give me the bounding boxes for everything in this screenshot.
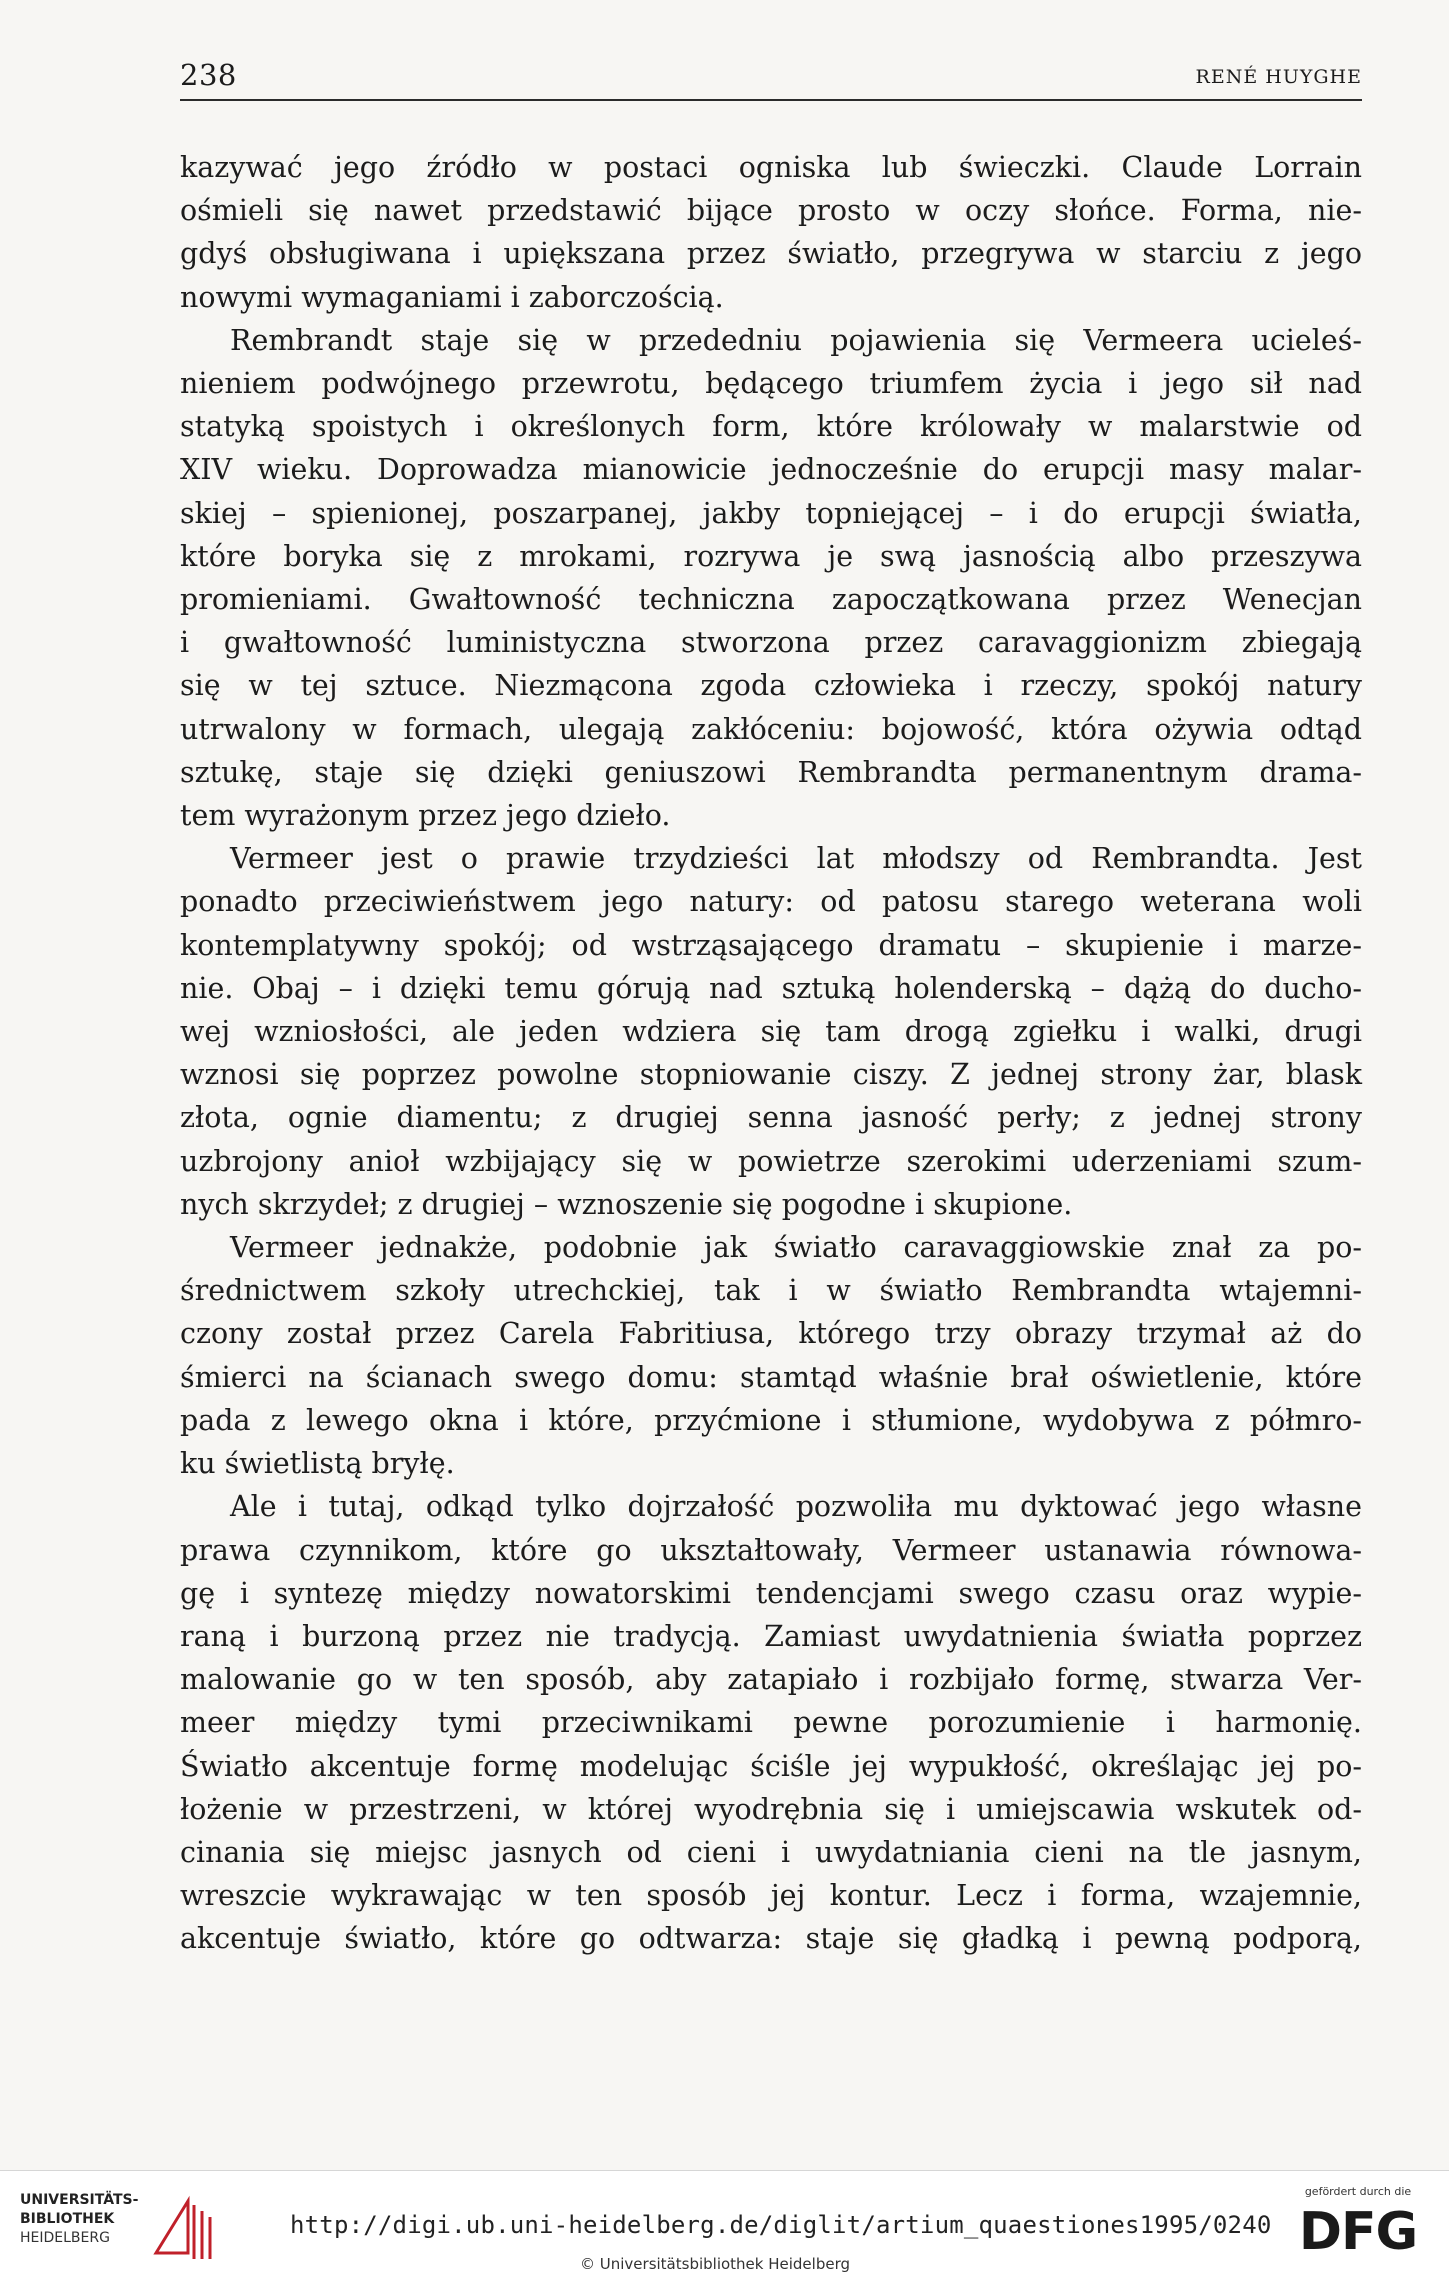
text-line: Ale i tutaj, odkąd tylko dojrzałość pozwoliła mu dyktować jego własne: [230, 1490, 1362, 1524]
text-line: Rembrandt staje się w przededniu pojawienia się Vermeera ucieleś-: [230, 323, 1362, 357]
library-name-line3: HEIDELBERG: [20, 2230, 110, 2246]
library-name-line2: BIBLIOTHEK: [20, 2211, 115, 2227]
text-line: prawa czynnikom, które go ukształtowały, Vermeer ustanawia równowa-: [180, 1533, 1362, 1567]
text-line: promieniami. Gwałtowność techniczna zapoczątkowana przez Wenecjan: [180, 583, 1362, 617]
text-line: gdyś obsługiwana i upiększana przez światło, przegrywa w starciu z jego: [180, 237, 1362, 271]
text-line: Vermeer jednakże, podobnie jak światło caravaggiowskie znał za po-: [230, 1231, 1362, 1265]
text-line: średnictwem szkoły utrechckiej, tak i w światło Rembrandta wtajemni-: [180, 1274, 1362, 1308]
text-line: ponadto przeciwieństwem jego natury: od patosu starego weterana woli: [180, 885, 1362, 919]
text-line: śmierci na ścianach swego domu: stamtąd właśnie brał oświetlenie, które: [180, 1360, 1362, 1394]
text-line: wej wzniosłości, ale jeden wdziera się tam drogą zgiełku i walki, drugi: [180, 1015, 1362, 1049]
text-line: gę i syntezę między nowatorskimi tendencjami swego czasu oraz wypie-: [180, 1576, 1362, 1610]
page-header: [180, 58, 1362, 98]
text-line: malowanie go w ten sposób, aby zatapiało i rozbijało formę, stwarza Ver-: [180, 1663, 1362, 1697]
copyright-notice: © Universitätsbibliothek Heidelberg: [580, 2255, 851, 2273]
text-line: statyką spoistych i określonych form, które królowały w malarstwie od: [180, 410, 1362, 444]
text-line: ośmieli się nawet przedstawić bijące prosto w oczy słońce. Forma, nie-: [180, 194, 1362, 228]
text-line: które boryka się z mrokami, rozrywa je swą jasnością albo przeszywa: [180, 539, 1362, 573]
text-line: czony został przez Carela Fabritiusa, którego trzy obrazy trzymał aż do: [180, 1317, 1362, 1351]
dfg-wordmark: DFG: [1298, 2202, 1418, 2262]
text-line: Vermeer jest o prawie trzydzieści lat młodszy od Rembrandta. Jest: [230, 842, 1362, 876]
body-text: [180, 146, 1362, 1961]
text-line: cinania się miejsc jasnych od cieni i uwydatniania cieni na tle jasnym,: [180, 1835, 1362, 1869]
library-name-line1: UNIVERSITÄTS-: [20, 2192, 139, 2208]
library-logo[interactable]: [20, 2191, 210, 2271]
text-line: się w tej sztuce. Niezmącona zgoda człowieka i rzeczy, spokój natury: [180, 669, 1362, 703]
text-line: i gwałtowność luministyczna stworzona przez caravaggionizm zbiegają: [180, 626, 1362, 660]
text-line: raną i burzoną przez nie tradycją. Zamiast uwydatnienia światła poprzez: [180, 1619, 1362, 1653]
text-line: skiej – spienionej, poszarpanej, jakby topniejącej – i do erupcji światła,: [180, 496, 1362, 530]
text-line: kazywać jego źródło w postaci ogniska lub świeczki. Claude Lorrain: [180, 151, 1362, 184]
viewer-footer: [0, 2170, 1449, 2285]
running-head: RENÉ HUYGHE: [1195, 66, 1362, 88]
document-url-link[interactable]: http://digi.ub.uni-heidelberg.de/diglit/artium_quaestiones1995/0240: [290, 2211, 1272, 2239]
page-number: 238: [180, 58, 237, 92]
text-line: meer między tymi przeciwnikami pewne porozumienie i harmonię.: [180, 1706, 1362, 1740]
text-line: wznosi się poprzez powolne stopniowanie ciszy. Z jednej strony żar, blask: [180, 1058, 1362, 1092]
dfg-logo[interactable]: [1283, 2185, 1433, 2275]
text-line: nych skrzydeł; z drugiej – wznoszenie się pogodne i skupione.: [180, 1187, 1073, 1221]
library-emblem-icon: [148, 2193, 220, 2265]
text-line: złota, ognie diamentu; z drugiej senna jasność perły; z jednej strony: [180, 1101, 1362, 1135]
text-line: tem wyrażonym przez jego dzieło.: [180, 799, 671, 833]
text-line: nowymi wymaganiami i zaborczością.: [180, 280, 724, 314]
text-line: sztukę, staje się dzięki geniuszowi Rembrandta permanentnym drama-: [180, 755, 1362, 789]
text-line: XIV wieku. Doprowadza mianowicie jednocześnie do erupcji masy malar-: [180, 453, 1362, 487]
text-line: ku świetlistą bryłę.: [180, 1447, 455, 1481]
text-line: wreszcie wykrawając w ten sposób jej kontur. Lecz i forma, wzajemnie,: [180, 1879, 1362, 1913]
text-line: akcentuje światło, które go odtwarza: staje się gładką i pewną podporą,: [180, 1922, 1362, 1956]
text-line: kontemplatywny spokój; od wstrząsającego dramatu – skupienie i marze-: [180, 928, 1362, 962]
funding-caption: gefördert durch die: [1304, 2185, 1412, 2198]
text-line: Światło akcentuje formę modelując ściśle jej wypukłość, określając jej po-: [180, 1749, 1362, 1783]
header-rule: [180, 99, 1362, 101]
text-line: pada z lewego okna i które, przyćmione i stłumione, wydobywa z półmro-: [180, 1403, 1362, 1437]
text-line: nieniem podwójnego przewrotu, będącego triumfem życia i jego sił nad: [180, 367, 1362, 401]
text-line: nie. Obaj – i dzięki temu górują nad sztuką holenderską – dążą do ducho-: [180, 971, 1362, 1005]
text-line: utrwalony w formach, ulegają zakłóceniu: bojowość, która ożywia odtąd: [180, 712, 1362, 746]
text-line: uzbrojony anioł wzbijający się w powietrze szerokimi uderzeniami szum-: [180, 1144, 1362, 1178]
text-line: łożenie w przestrzeni, w której wyodrębnia się i umiejscawia wskutek od-: [180, 1792, 1362, 1826]
